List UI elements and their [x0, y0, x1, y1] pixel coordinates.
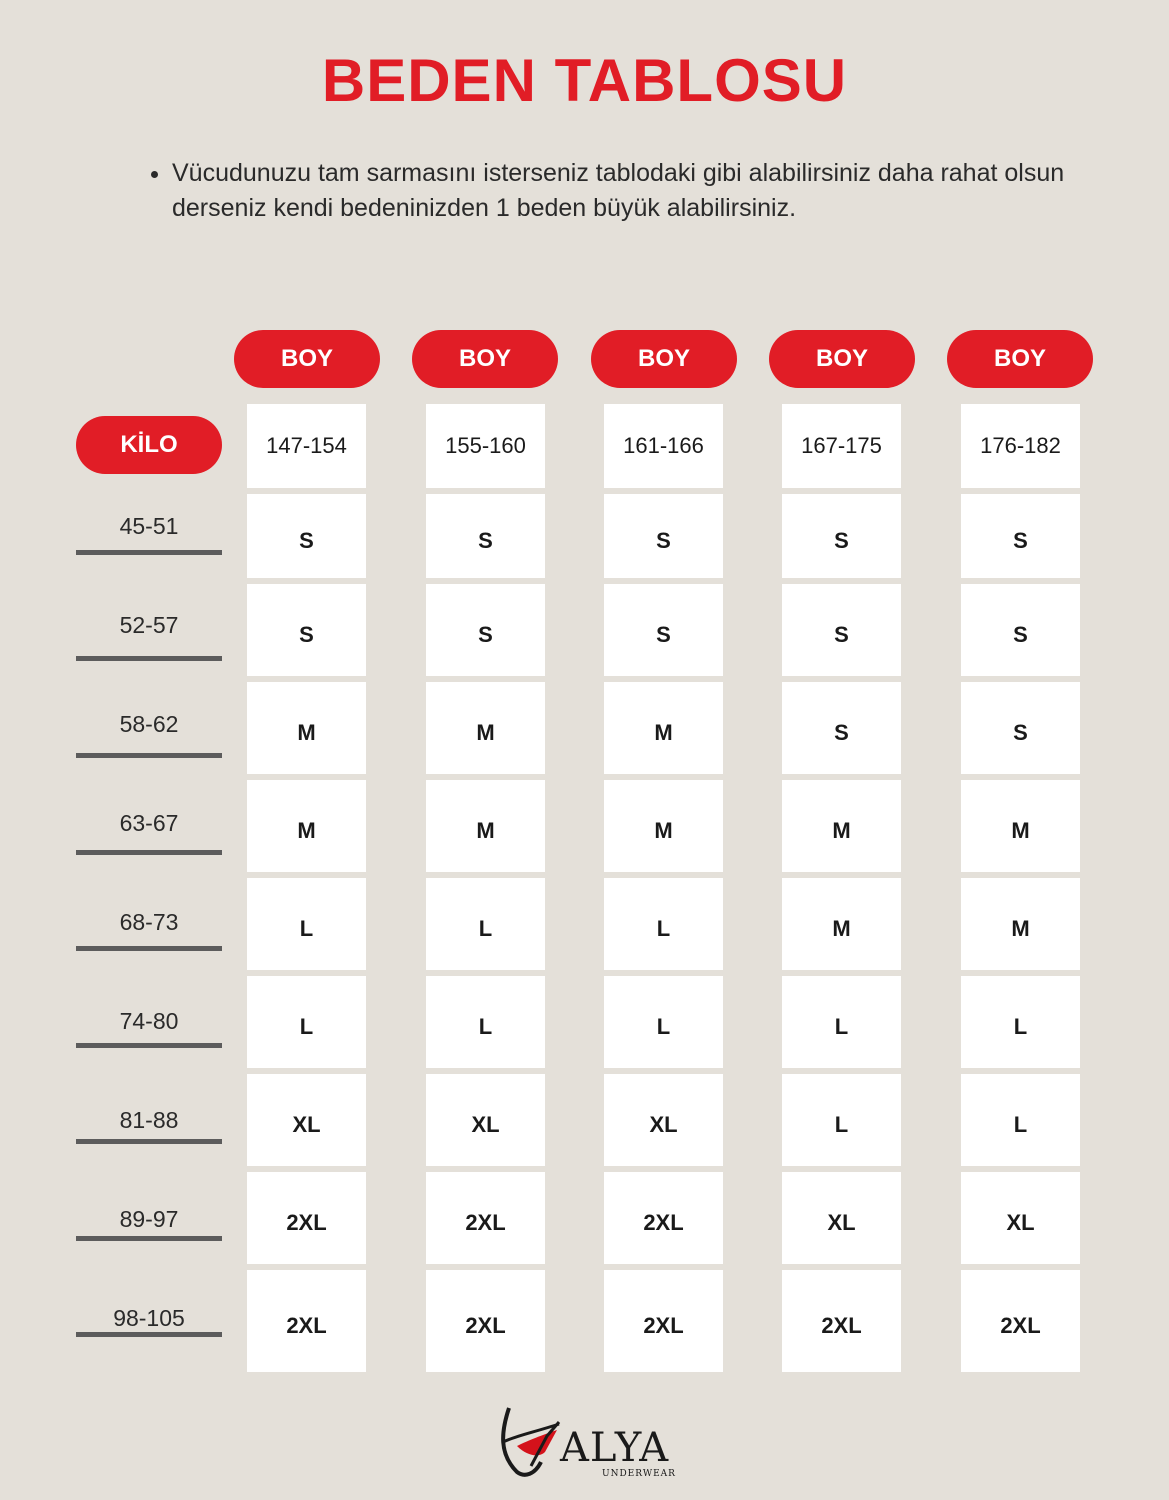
- weight-underline: [76, 1332, 222, 1337]
- size-cell: L: [782, 976, 901, 1068]
- boy-header-pill: BOY: [769, 330, 915, 388]
- size-cell: S: [782, 584, 901, 676]
- weight-range-label: 58-62: [119, 711, 179, 737]
- weight-range-label: 81-88: [119, 1107, 179, 1133]
- size-cell: M: [247, 682, 366, 774]
- height-range-cell: 176-182: [961, 404, 1080, 488]
- size-cell: 2XL: [247, 1270, 366, 1372]
- size-cell: 2XL: [426, 1270, 545, 1372]
- size-cell: M: [961, 878, 1080, 970]
- size-cell: XL: [604, 1074, 723, 1166]
- weight-underline: [76, 550, 222, 555]
- weight-range-label: 68-73: [119, 909, 179, 935]
- size-cell: 2XL: [961, 1270, 1080, 1372]
- size-cell: L: [961, 1074, 1080, 1166]
- size-cell: L: [426, 976, 545, 1068]
- size-cell: S: [782, 682, 901, 774]
- size-cell: M: [782, 878, 901, 970]
- boy-header-pill: BOY: [591, 330, 737, 388]
- size-cell: 2XL: [426, 1172, 545, 1264]
- size-cell: XL: [961, 1172, 1080, 1264]
- size-cell: S: [961, 682, 1080, 774]
- weight-underline: [76, 946, 222, 951]
- size-cell: XL: [247, 1074, 366, 1166]
- boy-header-pill: BOY: [947, 330, 1093, 388]
- boy-header-pill: BOY: [412, 330, 558, 388]
- size-cell: M: [426, 682, 545, 774]
- weight-underline: [76, 1139, 222, 1144]
- kilo-header-pill: KİLO: [76, 416, 222, 474]
- weight-underline: [76, 656, 222, 661]
- size-cell: M: [247, 780, 366, 872]
- size-cell: M: [961, 780, 1080, 872]
- boy-header-pill: BOY: [234, 330, 380, 388]
- page-title: BEDEN TABLOSU: [321, 47, 848, 114]
- weight-range-label: 63-67: [119, 810, 179, 836]
- weight-range-label: 74-80: [119, 1008, 179, 1034]
- brand-subtitle: UNDERWEAR: [602, 1469, 676, 1479]
- size-cell: 2XL: [604, 1172, 723, 1264]
- weight-range-label: 52-57: [119, 612, 179, 638]
- weight-range-label: 45-51: [119, 513, 179, 539]
- size-cell: S: [247, 584, 366, 676]
- size-cell: L: [604, 878, 723, 970]
- brand-name: ALYA: [560, 1425, 670, 1471]
- size-cell: L: [247, 976, 366, 1068]
- size-cell: XL: [426, 1074, 545, 1166]
- size-cell: L: [961, 976, 1080, 1068]
- weight-range-label: 98-105: [113, 1305, 185, 1331]
- size-cell: S: [782, 494, 901, 578]
- size-cell: S: [604, 584, 723, 676]
- weight-underline: [76, 1043, 222, 1048]
- size-cell: S: [604, 494, 723, 578]
- size-cell: L: [782, 1074, 901, 1166]
- height-range-cell: 155-160: [426, 404, 545, 488]
- size-cell: S: [426, 494, 545, 578]
- size-cell: 2XL: [782, 1270, 901, 1372]
- height-range-cell: 147-154: [247, 404, 366, 488]
- size-cell: 2XL: [247, 1172, 366, 1264]
- instruction-item: • Vücudunuzu tam sarmasını isterseniz tablodaki gibi alabilirsiniz daha rahat olsun derseniz kendi bedeninizden 1 beden büyük alabilirsiniz.: [172, 156, 1072, 226]
- size-cell: XL: [782, 1172, 901, 1264]
- size-cell: S: [961, 584, 1080, 676]
- size-cell: M: [426, 780, 545, 872]
- size-cell: 2XL: [604, 1270, 723, 1372]
- size-cell: L: [426, 878, 545, 970]
- size-cell: L: [604, 976, 723, 1068]
- weight-underline: [76, 753, 222, 758]
- weight-underline: [76, 850, 222, 855]
- weight-range-label: 89-97: [119, 1206, 179, 1232]
- size-cell: S: [961, 494, 1080, 578]
- instruction-list: [142, 156, 1072, 226]
- weight-underline: [76, 1236, 222, 1241]
- size-cell: S: [247, 494, 366, 578]
- size-cell: M: [604, 780, 723, 872]
- height-range-cell: 161-166: [604, 404, 723, 488]
- size-cell: S: [426, 584, 545, 676]
- size-cell: M: [604, 682, 723, 774]
- size-cell: M: [782, 780, 901, 872]
- size-cell: L: [247, 878, 366, 970]
- height-range-cell: 167-175: [782, 404, 901, 488]
